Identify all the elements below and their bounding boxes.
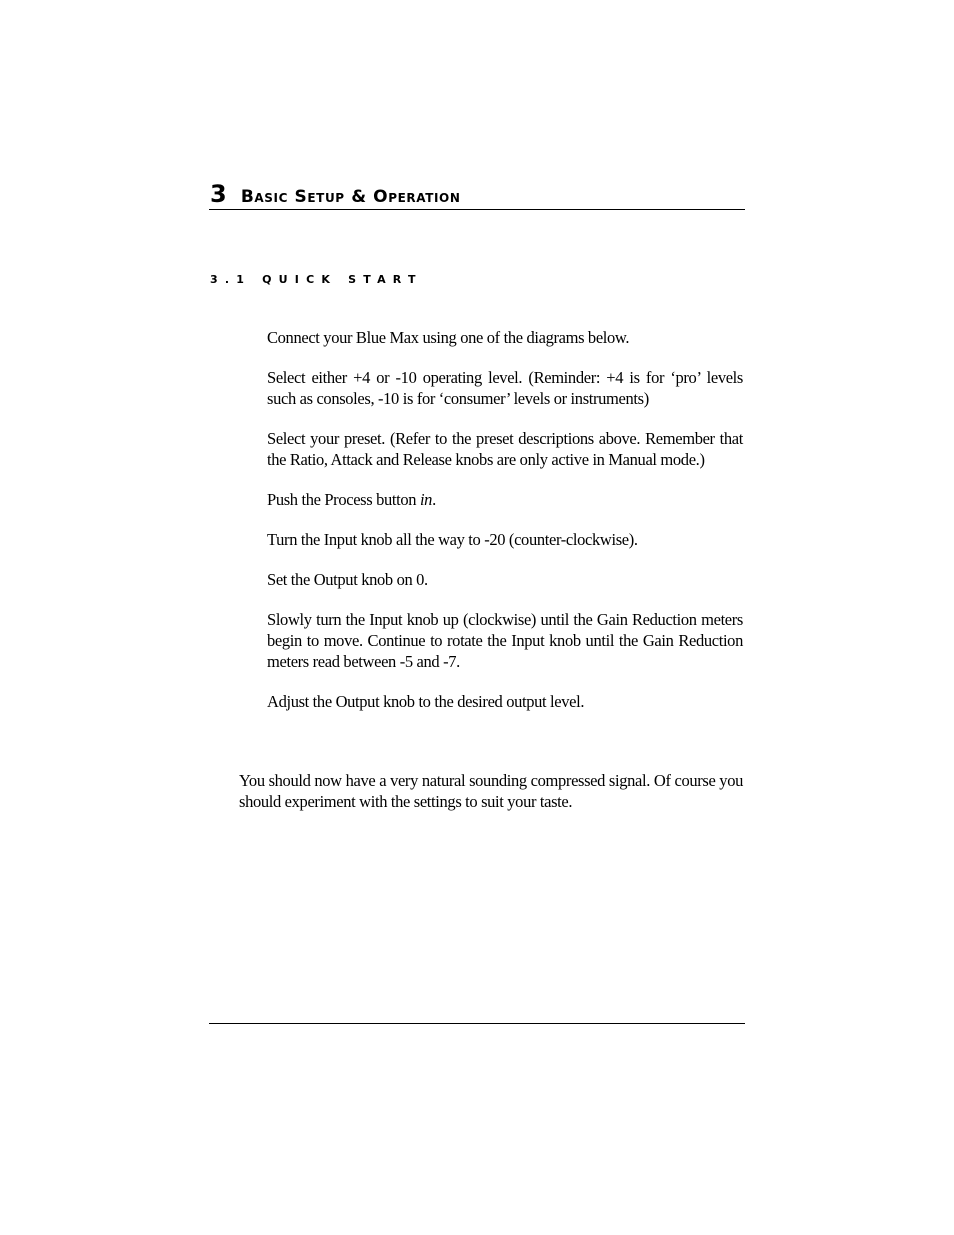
header-rule bbox=[209, 209, 745, 210]
footer-rule bbox=[209, 1023, 745, 1024]
step-7: Slowly turn the Input knob up (clockwise) until the Gain Reduction meters begin to move. Continue to rotate the Input knob until the Gain Reduction meters read between -5 and -7. bbox=[267, 610, 743, 671]
summary-paragraph: You should now have a very natural sounding compressed signal. Of course you should experiment with the settings to suit your taste. bbox=[239, 771, 743, 811]
step-6: Set the Output knob on 0. bbox=[267, 570, 428, 589]
step-4 bbox=[267, 489, 743, 510]
step-3: Select your preset. (Refer to the preset descriptions above. Remember that the Ratio, Attack and Release knobs are only active in Manual mode.) bbox=[267, 429, 743, 469]
chapter-number: 3 bbox=[210, 180, 227, 208]
step-8: Adjust the Output knob to the desired output level. bbox=[267, 692, 585, 711]
step-4-text-after: . bbox=[432, 490, 436, 509]
chapter-title: Basic Setup & Operation bbox=[240, 187, 461, 207]
section-heading: 3.1 QUICK START bbox=[210, 273, 423, 286]
step-5: Turn the Input knob all the way to -20 (counter-clockwise). bbox=[267, 530, 638, 549]
step-1: Connect your Blue Max using one of the diagrams below. bbox=[267, 328, 630, 347]
chapter-heading bbox=[210, 176, 745, 212]
quick-start-steps bbox=[267, 327, 743, 731]
step-4-text-before: Push the Process button bbox=[267, 490, 420, 509]
step-2: Select either +4 or -10 operating level. (Reminder: +4 is for ‘pro’ levels such as consoles, -10 is for ‘consumer’ levels or instruments) bbox=[267, 368, 743, 408]
step-4-emphasis: in bbox=[419, 490, 433, 509]
